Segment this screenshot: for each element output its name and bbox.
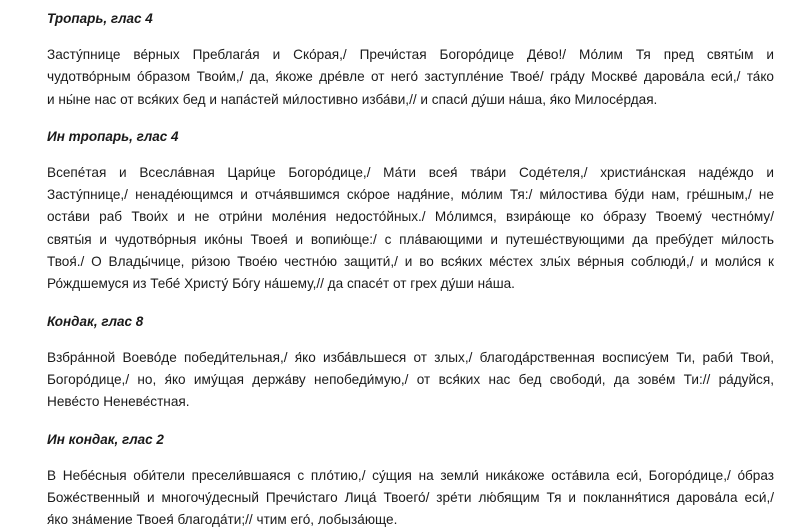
text-line: Твоя́./ О Влады́чице, ри́зою Твое́ю честно́ю защити́,/ и во вся́ких ме́стех злы́х ве́рныя соблюди́,/ и моли́ся к bbox=[47, 254, 774, 270]
text-line: Всепе́тая и Всесла́вная Цари́це Богоро́дице,/ Ма́ти всея́ тва́ри Соде́теля,/ христиа́нская наде́ждо и bbox=[47, 164, 774, 180]
text-line: чудотво́рным о́бразом Твои́м,/ да, я́коже дре́вле от него́ заступле́ние Твое́/ гра́ду Москве́ дарова́ла еси́,/ та́ко bbox=[47, 69, 774, 85]
section-heading: Ин тропарь, глас 4 bbox=[47, 128, 179, 144]
text-line: Засту́пнице,/ ненаде́ющимся и отча́явшимся ско́рое надя́ние, мо́лим Тя:/ ми́лостива бу́ди нам, гре́шным,/ не bbox=[47, 187, 774, 203]
section-heading: Ин кондак, глас 2 bbox=[47, 431, 164, 447]
text-line: Взбра́нной Воево́де победи́тельная,/ я́ко изба́вльшеся от злых,/ благода́рственная воспису́ем Ти, раби́ Твои́, bbox=[47, 349, 774, 365]
section-heading: Тропарь, глас 4 bbox=[47, 11, 153, 26]
text-line: В Небе́сныя оби́тели пресели́вшаяся с пло́тию,/ су́щия на земли́ ника́коже оста́вила еси́, Богоро́дице,/ о́браз bbox=[47, 467, 774, 483]
section-kontakion bbox=[47, 311, 774, 414]
section-text bbox=[47, 465, 774, 531]
section-heading: Кондак, глас 8 bbox=[47, 313, 144, 329]
text-line: Богоро́дице,/ но, я́ко иму́щая держа́ву непобеди́мую,/ от вся́ких нас бед свободи́, да зове́м Ти:// ра́дуйся, bbox=[47, 371, 774, 387]
text-line: святы́я и чудотво́рныя ико́ны Твоея́ и вопию́ще:/ с пла́вающими и путеше́ствующими да пребу́дет ми́лость bbox=[47, 231, 774, 247]
section-alt-kontakion bbox=[47, 429, 774, 531]
text-line: Неве́сто Неневе́стная. bbox=[47, 394, 190, 410]
text-line: Боже́ственный и многочу́десный Пречи́стаго Лица́ Твоего́/ зре́ти лю́бящим Тя и поклання́тися дарова́ла еси́,/ bbox=[47, 489, 774, 505]
section-troparion bbox=[47, 8, 774, 111]
text-line: Засту́пнице ве́рных Преблага́я и Ско́рая,/ Пречи́стая Богоро́дице Де́во!/ Мо́лим Тя пред святы́м и bbox=[47, 47, 774, 62]
text-line: оста́ви раб Твои́х и не отри́ни моле́ния недосто́йных./ Мо́лимся, взира́юще ко о́бразу Твоему́ честно́му/ bbox=[47, 209, 774, 225]
text-line: я́ко зна́мение Твоея́ благода́ти;// чтим его́, лобыза́юще. bbox=[47, 512, 398, 528]
text-line: Ро́ждшемуся из Тебе́ Христу́ Бо́гу на́шему,// да спасе́т от грех ду́ши на́ша. bbox=[47, 276, 515, 292]
section-text bbox=[47, 347, 774, 414]
text-line: и ны́не нас от вся́ких бед и напа́стей ми́лостивно изба́ви,// и спаси́ ду́ши на́ша, я́ко Милосе́рдая. bbox=[47, 91, 658, 107]
section-text bbox=[47, 44, 774, 111]
section-text bbox=[47, 162, 774, 296]
section-alt-troparion bbox=[47, 126, 774, 296]
